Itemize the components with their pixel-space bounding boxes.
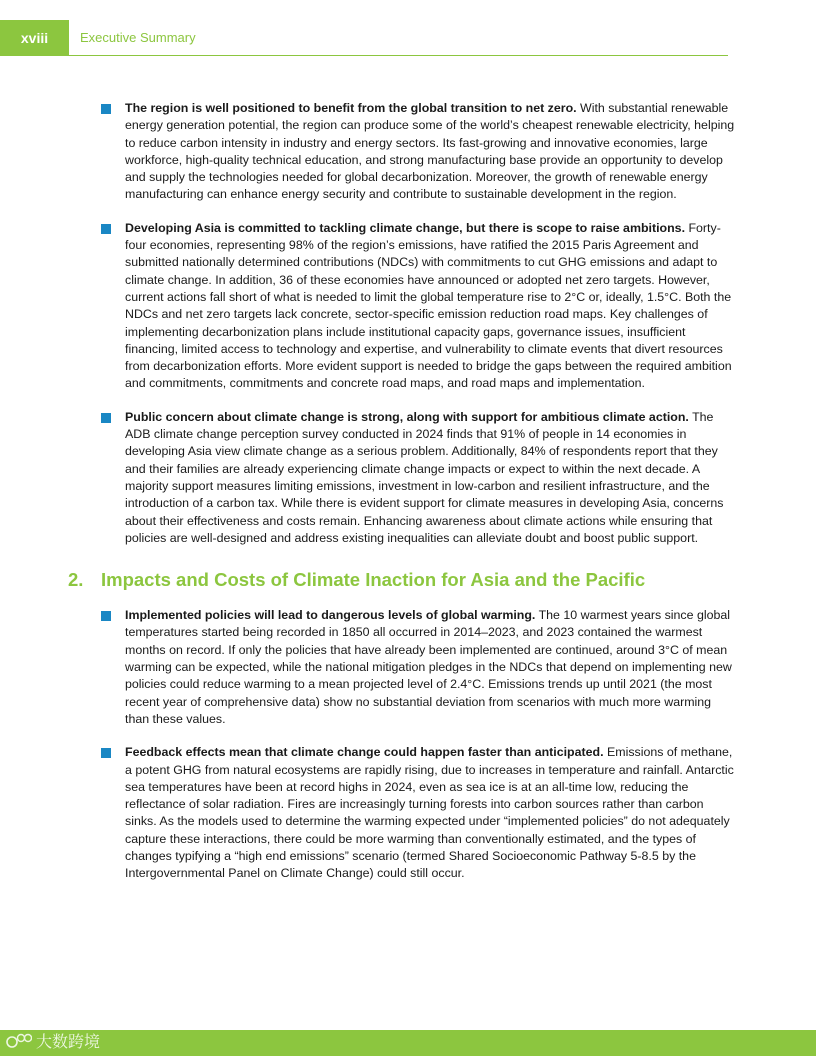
bullet-lead: The region is well positioned to benefit from the global transition to net zero. (125, 101, 577, 115)
bullet-item (101, 409, 736, 547)
watermark (6, 1029, 100, 1052)
bullet-lead: Feedback effects mean that climate change could happen faster than anticipated. (125, 745, 604, 760)
header-rule (69, 55, 728, 56)
bullet-square-icon (101, 104, 111, 114)
bullet-item (101, 220, 736, 393)
bullet-item (101, 607, 736, 728)
bullet-body: Emissions of methane, a potent GHG from natural ecosystems are rapidly rising, due to increases in temperature and rainfall. Antarctic sea temperatures have been at record highs in 2024, even as sea ice is at an all-time low, reducing the reflectance of solar radiation. Fires are increasingly turning forests into carbon sources rather than carbon sinks. As the models used to determine the warming expected under “implemented policies” do not adequately capture these interactions, there could be more warming than conventionally estimated, and the types of changes typifying a “high end emissions” scenario (termed Shared Socioeconomic Pathway 5-8.5 by the Intergovernmental Panel on Climate Change) could still occur. (125, 745, 734, 881)
page-content (68, 100, 736, 899)
section-title: Impacts and Costs of Climate Inaction for Asia and the Pacific (101, 569, 646, 591)
bullet-square-icon (101, 413, 111, 423)
bullet-square-icon (101, 224, 111, 234)
bullet-square-icon (101, 611, 111, 621)
bullet-body: Forty-four economies, representing 98% of the region’s emissions, have ratified the 2015 Paris Agreement and submitted nationally determined contributions (NDCs) with commitments to cut GHG emissions and adapt to climate change. In addition, 36 of these economies have announced or adopted net zero targets. However, current actions fall short of what is needed to limit the global temperature rise to 2°C or, ideally, 1.5°C. Both the NDCs and net zero targets lack concrete, sector-specific emission reduction road maps. Key challenges of implementing decarbonization plans include institutional capacity gaps, governance issues, insufficient financing, limited access to technology and expertise, and vulnerability to climate events that divert resources from decarbonization efforts. More evident support is needed to bridge the gaps between the required ambition and commitments, commitments and concrete road maps, and road maps and implementation. (125, 220, 732, 391)
bullet-lead: Implemented policies will lead to dangerous levels of global warming. (125, 608, 536, 623)
page-number-tab (0, 20, 69, 56)
bullet-item (101, 744, 736, 882)
bullet-item (101, 100, 736, 204)
bullet-body: The 10 warmest years since global temperatures started being recorded in 1850 all occurred in 2014–2023, and 2023 contained the warmest months on record. If only the policies that have already been implemented are continued, around 3°C of mean warming can be expected, while the national mitigation pledges in the NDCs that depend on implementing new policies could reduce warming to a mean projected level of 2.4°C. Emissions trends up until 2021 (the most recent year of comprehensive data) show no substantial deviation from scenarios with much more warming than these values. (125, 608, 732, 726)
section-heading (68, 569, 736, 591)
page-number: xviii (20, 30, 49, 46)
bullet-body: The ADB climate change perception survey conducted in 2024 finds that 91% of people in 14 economies in developing Asia view climate change as a serious problem. Additionally, 84% of respondents report that they and their families are already experiencing climate change impacts or expect to within the next decade. A majority support measures limiting emissions, investment in low-carbon and resilient infrastructure, and the introduction of a carbon tax. While there is evident support for climate measures in developing Asia, concerns about their effectiveness and costs remain. Enhancing awareness about climate actions while ensuring that policies are well-designed and address existing inequalities can alleviate doubt and boost public support. (125, 409, 724, 545)
running-header-title: Executive Summary (80, 30, 196, 45)
watermark-logo-icon (6, 1032, 32, 1050)
section1-bullet-list (101, 100, 736, 547)
bullet-body: With substantial renewable energy generation potential, the region can produce some of the world’s cheapest renewable electricity, helping to reduce carbon intensity in industry and energy sectors. Its fast-growing and innovative economies, large workforce, high-quality technical education, and strong manufacturing base provide an opportunity to develop and supply the technologies needed for global decarbonization. Moreover, the growth of renewable energy manufacturing can enhance energy security and contribute to sustainable development in the region. (125, 101, 735, 202)
section-number: 2. (68, 569, 84, 591)
bullet-square-icon (101, 748, 111, 758)
bullet-lead: Public concern about climate change is strong, along with support for ambitious climate action. (125, 409, 689, 424)
section2-bullet-list (101, 607, 736, 882)
footer-bar (0, 1030, 816, 1056)
watermark-text: 大数跨境 (36, 1034, 101, 1051)
bullet-lead: Developing Asia is committed to tackling climate change, but there is scope to raise ambitions. (125, 220, 686, 235)
